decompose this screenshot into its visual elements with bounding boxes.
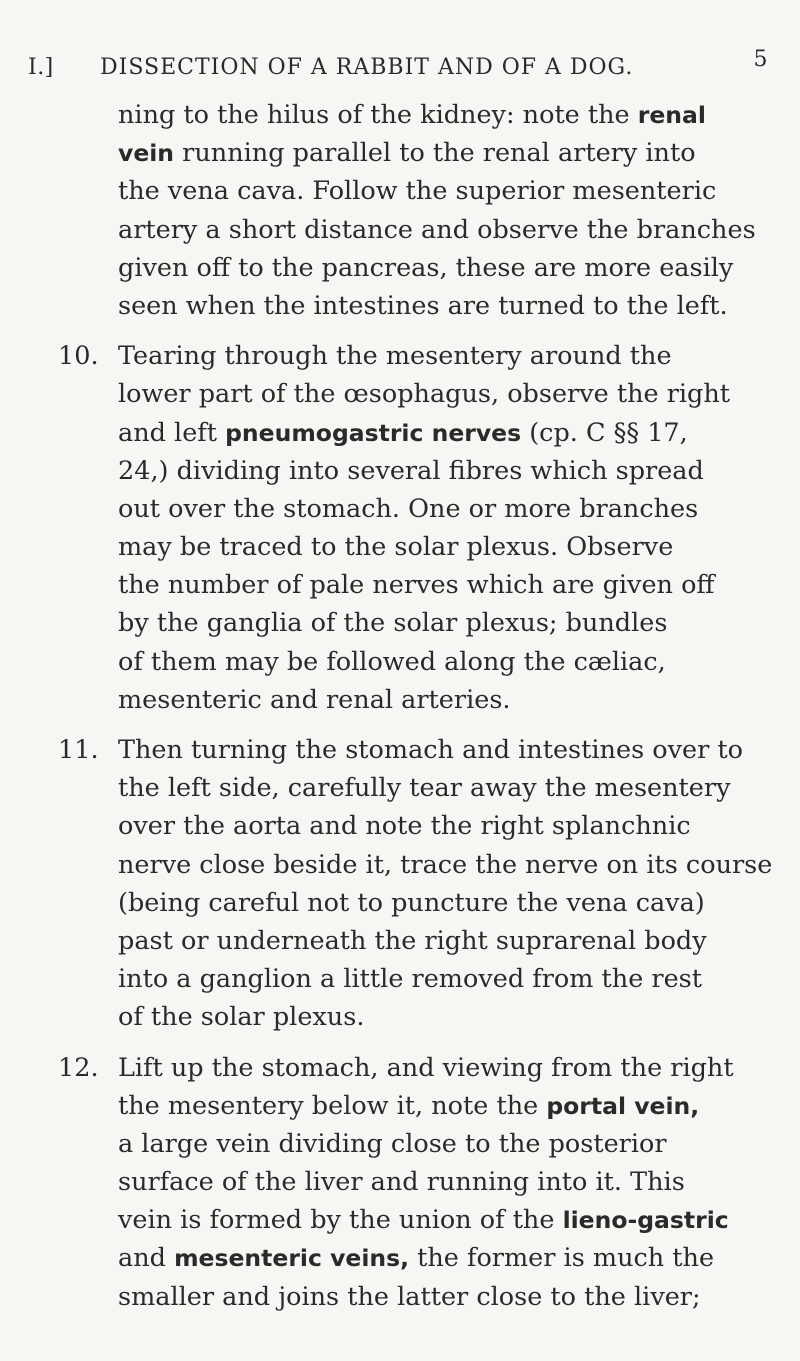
text-line xyxy=(58,731,753,769)
text-line xyxy=(58,1087,753,1125)
text-line xyxy=(58,1049,753,1087)
paragraph xyxy=(58,96,756,325)
text-line xyxy=(58,375,753,413)
text-run: out over the stomach. One or more branches xyxy=(118,493,699,524)
chapter-marker: I.] xyxy=(28,55,54,80)
text-line xyxy=(58,414,753,452)
text-run: Tearing through the mesentery around the xyxy=(118,341,672,372)
text-line xyxy=(58,998,753,1036)
paragraph-number: 10. xyxy=(58,341,99,372)
text-line xyxy=(58,922,753,960)
text-run: smaller and joins the latter close to the liver; xyxy=(118,1281,701,1312)
text-run: of them may be followed along the cæliac, xyxy=(118,646,666,677)
text-line xyxy=(58,681,753,719)
text-run: given off to the pancreas, these are more easily xyxy=(118,252,734,283)
text-line xyxy=(58,1125,753,1163)
text-run: 24,) dividing into several fibres which spread xyxy=(118,455,704,486)
text-run: the vena cava. Follow the superior mesenteric xyxy=(118,176,717,207)
text-run: by the ganglia of the solar plexus; bundles xyxy=(118,608,668,639)
text-run: seen when the intestines are turned to the left. xyxy=(118,290,728,321)
text-run: past or underneath the right suprarenal body xyxy=(118,925,707,956)
text-run: may be traced to the solar plexus. Observe xyxy=(118,532,674,563)
bold-term: pneumogastric nerves xyxy=(225,418,522,447)
bold-term: lieno-gastric xyxy=(562,1206,729,1235)
paragraph xyxy=(58,337,753,719)
text-line xyxy=(58,884,753,922)
text-run: over the aorta and note the right splanchnic xyxy=(118,811,691,842)
running-head xyxy=(28,47,778,87)
text-line xyxy=(58,1278,753,1316)
paragraph xyxy=(58,1049,753,1316)
text-run: running parallel to the renal artery into xyxy=(174,138,696,169)
text-run: and xyxy=(118,1243,175,1274)
text-run: the left side, carefully tear away the mesentery xyxy=(118,773,731,804)
text-line xyxy=(58,769,753,807)
text-run: into a ganglion a little removed from the rest xyxy=(118,964,703,995)
bold-term: renal xyxy=(637,101,706,129)
text-line xyxy=(58,452,753,490)
text-line xyxy=(58,211,756,249)
text-run: mesenteric and renal arteries. xyxy=(118,684,511,715)
text-run: Lift up the stomach, and viewing from the right xyxy=(118,1052,734,1083)
text-line xyxy=(58,1201,753,1239)
text-run: the number of pale nerves which are given off xyxy=(118,570,715,601)
text-run: (cp. C §§ 17, xyxy=(521,417,688,448)
text-run: a large vein dividing close to the posterior xyxy=(118,1128,667,1159)
text-line xyxy=(58,846,773,884)
text-run: Then turning the stomach and intestines over to xyxy=(118,735,743,765)
text-line xyxy=(58,643,753,681)
body-text xyxy=(58,96,773,1316)
text-run: nerve close beside it, trace the nerve on its course xyxy=(118,849,773,880)
text-run: surface of the liver and running into it. This xyxy=(118,1167,685,1198)
text-run: ning to the hilus of the kidney: note the xyxy=(118,100,638,130)
text-line xyxy=(58,134,753,172)
text-line xyxy=(58,1239,753,1277)
text-line xyxy=(58,172,753,210)
running-title: DISSECTION OF A RABBIT AND OF A DOG. xyxy=(100,55,634,80)
text-run: artery a short distance and observe the branches xyxy=(118,214,756,245)
text-run: the former is much the xyxy=(409,1243,715,1274)
text-line xyxy=(58,249,753,287)
text-line xyxy=(58,528,753,566)
text-run: and left xyxy=(118,417,226,448)
page-number: 5 xyxy=(753,47,768,72)
text-line xyxy=(58,1163,753,1201)
text-run: vein is formed by the union of the xyxy=(118,1205,563,1236)
text-line xyxy=(58,807,753,845)
text-run: the mesentery below it, note the xyxy=(118,1090,547,1121)
bold-term: vein xyxy=(118,139,175,168)
text-line xyxy=(58,337,753,375)
text-line xyxy=(58,604,753,642)
text-run: (being careful not to puncture the vena cava) xyxy=(118,887,705,918)
paragraph-number: 12. xyxy=(58,1052,99,1083)
text-line xyxy=(58,490,753,528)
text-line xyxy=(58,287,753,325)
text-line xyxy=(58,566,753,604)
paragraph xyxy=(58,731,773,1037)
text-run: of the solar plexus. xyxy=(118,1002,365,1033)
text-line xyxy=(58,96,753,134)
text-line xyxy=(58,960,753,998)
paragraph-number: 11. xyxy=(58,735,99,765)
bold-term: mesenteric veins, xyxy=(174,1244,410,1273)
bold-term: portal vein, xyxy=(546,1091,700,1120)
text-run: lower part of the œsophagus, observe the right xyxy=(118,379,731,410)
